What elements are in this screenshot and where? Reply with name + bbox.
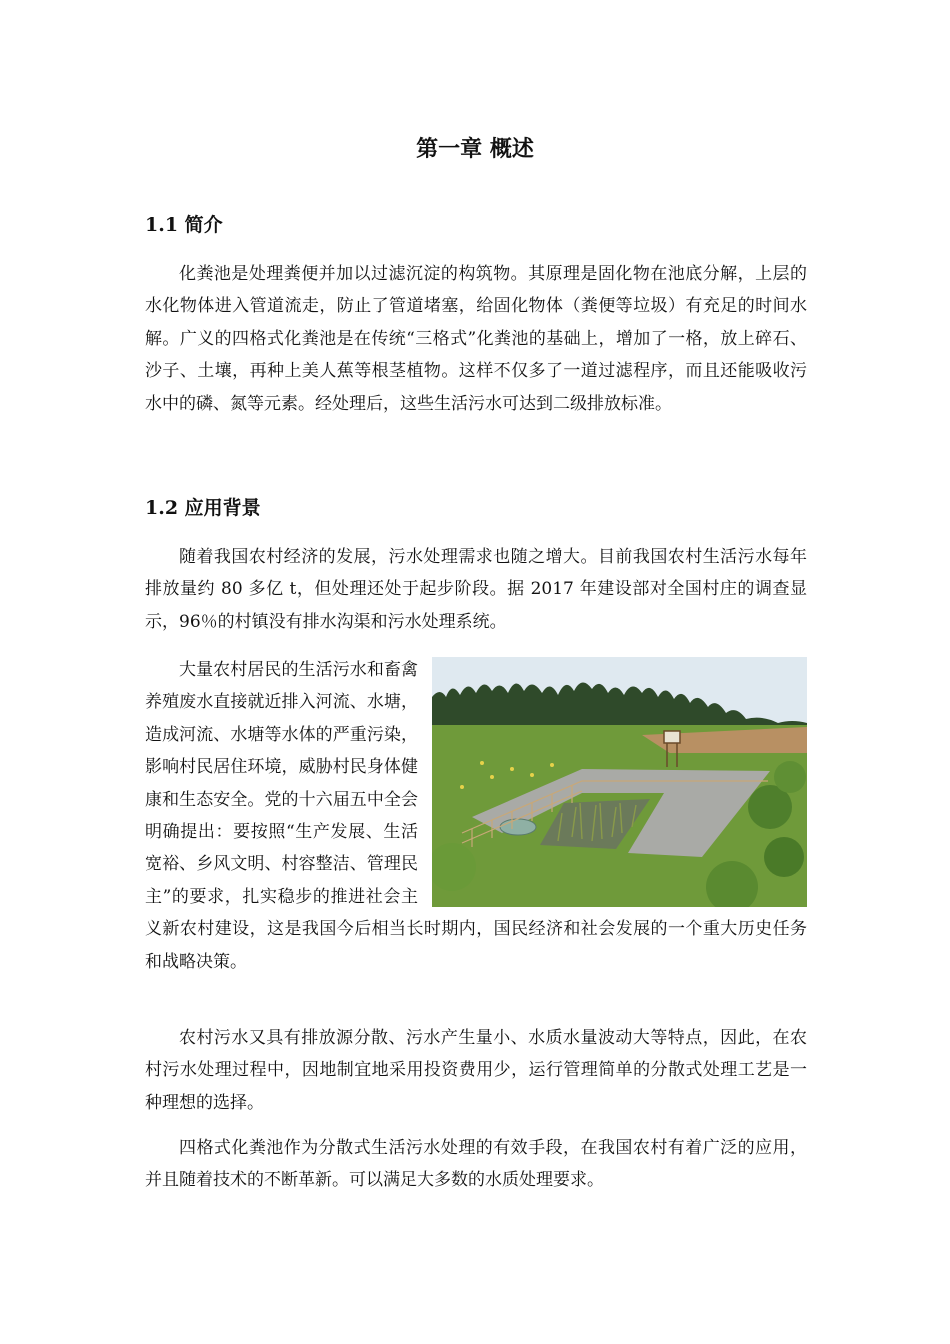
background-paragraph-3: 农村污水又具有排放源分散、污水产生量小、水质水量波动大等特点，因此，在农村污水处理过程中，因地制宜地采用投资费用少，运行管理简单的分散式处理工艺是一种理想的选择。 <box>145 1028 807 1113</box>
chapter-title: 第一章 概述 <box>416 136 534 162</box>
septic-tank-field-photo <box>432 657 807 907</box>
photo-manhole-cover <box>500 819 536 835</box>
background-paragraph-2-with-figure <box>145 654 807 978</box>
section-heading-intro: 1.1 简介 <box>145 214 223 236</box>
photo-sign-board <box>664 731 680 743</box>
background-paragraph-2-text: 大量农村居民的生活污水和畜禽养殖废水直接就近排入河流、水塘，造成河流、水塘等水体的严重污染，影响村民居住环境，威胁村民身体健康和生态安全。党的十六届五中全会明确提出：要按照“生产发展、生活宽裕、乡风文明、村容整洁、管理民主”的要求，扎实稳步的推进社会主义新农村建设，这是我国今后相当长时期内，国民经济和社会发展的一个重大历史任务和战略决策。 <box>145 660 807 972</box>
background-paragraph-1: 随着我国农村经济的发展，污水处理需求也随之增大。目前我国农村生活污水每年排放量约 80 多亿 t，但处理还处于起步阶段。据 2017 年建设部对全国村庄的调查显示，96％的村镇没有排水沟渠和污水处理系统。 <box>145 547 807 632</box>
background-paragraph-4: 四格式化粪池作为分散式生活污水处理的有效手段，在我国农村有着广泛的应用，并且随着技术的不断革新。可以满足大多数的水质处理要求。 <box>145 1138 807 1191</box>
intro-paragraph: 化粪池是处理粪便并加以过滤沉淀的构筑物。其原理是固化物在池底分解，上层的水化物体进入管道流走，防止了管道堵塞，给固化物体（粪便等垃圾）有充足的时间水解。广义的四格式化粪池是在传统“三格式”化粪池的基础上，增加了一格，放上碎石、沙子、土壤，再种上美人蕉等根茎植物。这样不仅多了一道过滤程序，而且还能吸收污水中的磷、氮等元素。经处理后，这些生活污水可达到二级排放标准。 <box>145 264 807 414</box>
section-heading-background: 1.2 应用背景 <box>145 497 261 519</box>
